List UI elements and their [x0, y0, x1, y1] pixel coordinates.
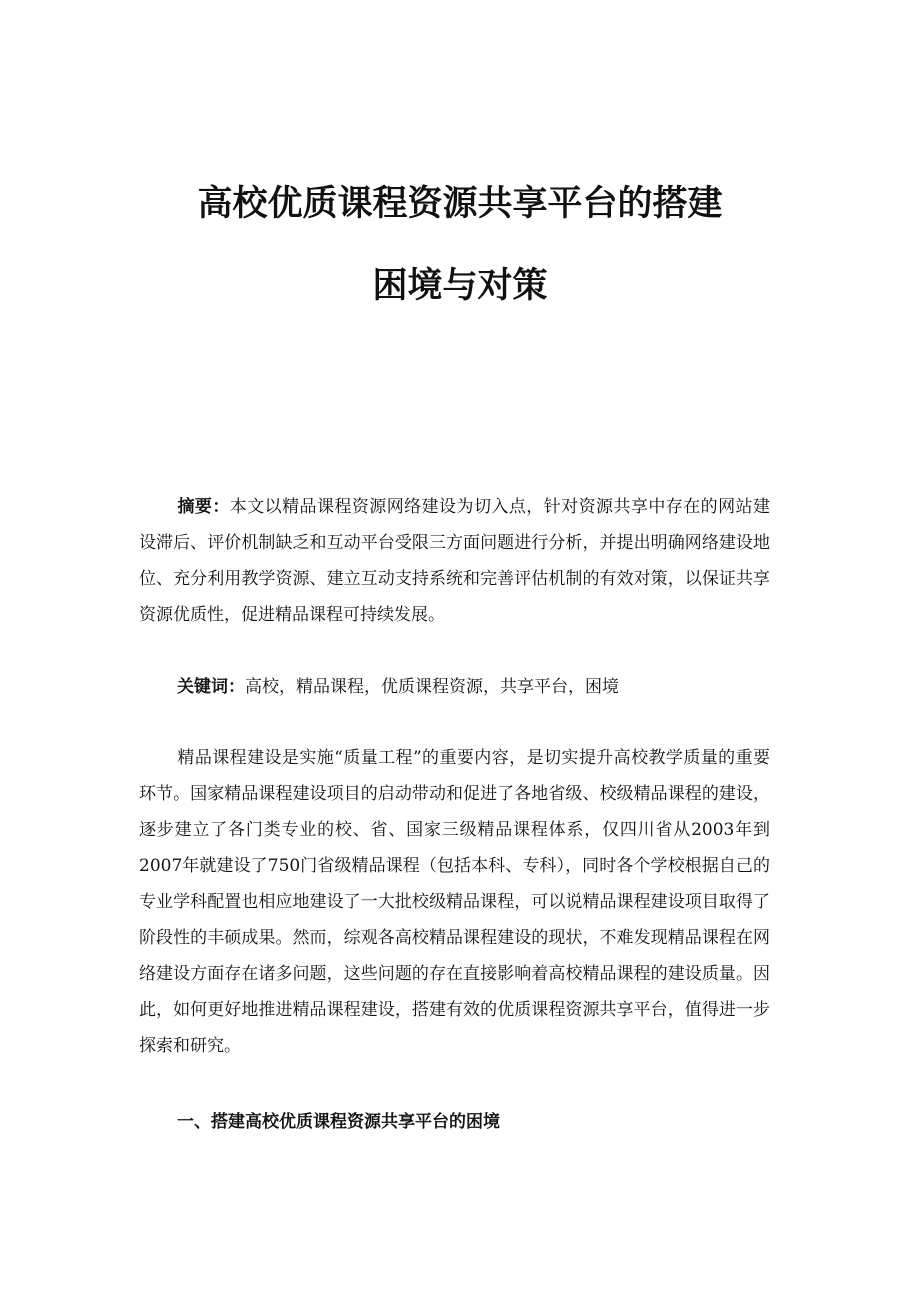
keywords-label: 关键词： [177, 677, 245, 697]
section-heading: 一、搭建高校优质课程资源共享平台的困境 [177, 1112, 500, 1132]
title-line-1: 高校优质课程资源共享平台的搭建 [197, 183, 723, 224]
keywords-text: 高校，精品课程，优质课程资源，共享平台，困境 [245, 677, 619, 697]
abstract-label: 摘要： [177, 497, 230, 517]
document-title [0, 183, 920, 306]
body-paragraph [139, 740, 770, 1064]
keywords-paragraph [139, 669, 770, 705]
abstract-text: 本文以精品课程资源网络建设为切入点，针对资源共享中存在的网站建设滞后、评价机制缺乏和互动平台受限三方面问题进行分析，并提出明确网络建设地位、充分利用教学资源、建立互动支持系统和完善评估机制的有效对策，以保证共享资源优质性，促进精品课程可持续发展。 [139, 497, 770, 625]
title-line-2: 困境与对策 [372, 265, 548, 306]
body-paragraph-text: 精品课程建设是实施“质量工程”的重要内容，是切实提升高校教学质量的重要环节。国家精品课程建设项目的启动带动和促进了各地省级、校级精品课程的建设，逐步建立了各门类专业的校、省、国家三级精品课程体系，仅四川省从2003年到2007年就建设了750门省级精品课程（包括本科、专科），同时各个学校根据自己的专业学科配置也相应地建设了一大批校级精品课程，可以说精品课程建设项目取得了阶段性的丰硕成果。然而，综观各高校精品课程建设的现状，不难发现精品课程在网络建设方面存在诸多问题，这些问题的存在直接影响着高校精品课程的建设质量。因此，如何更好地推进精品课程建设，搭建有效的优质课程资源共享平台，值得进一步探索和研究。 [139, 748, 770, 1056]
abstract-paragraph [139, 489, 770, 633]
